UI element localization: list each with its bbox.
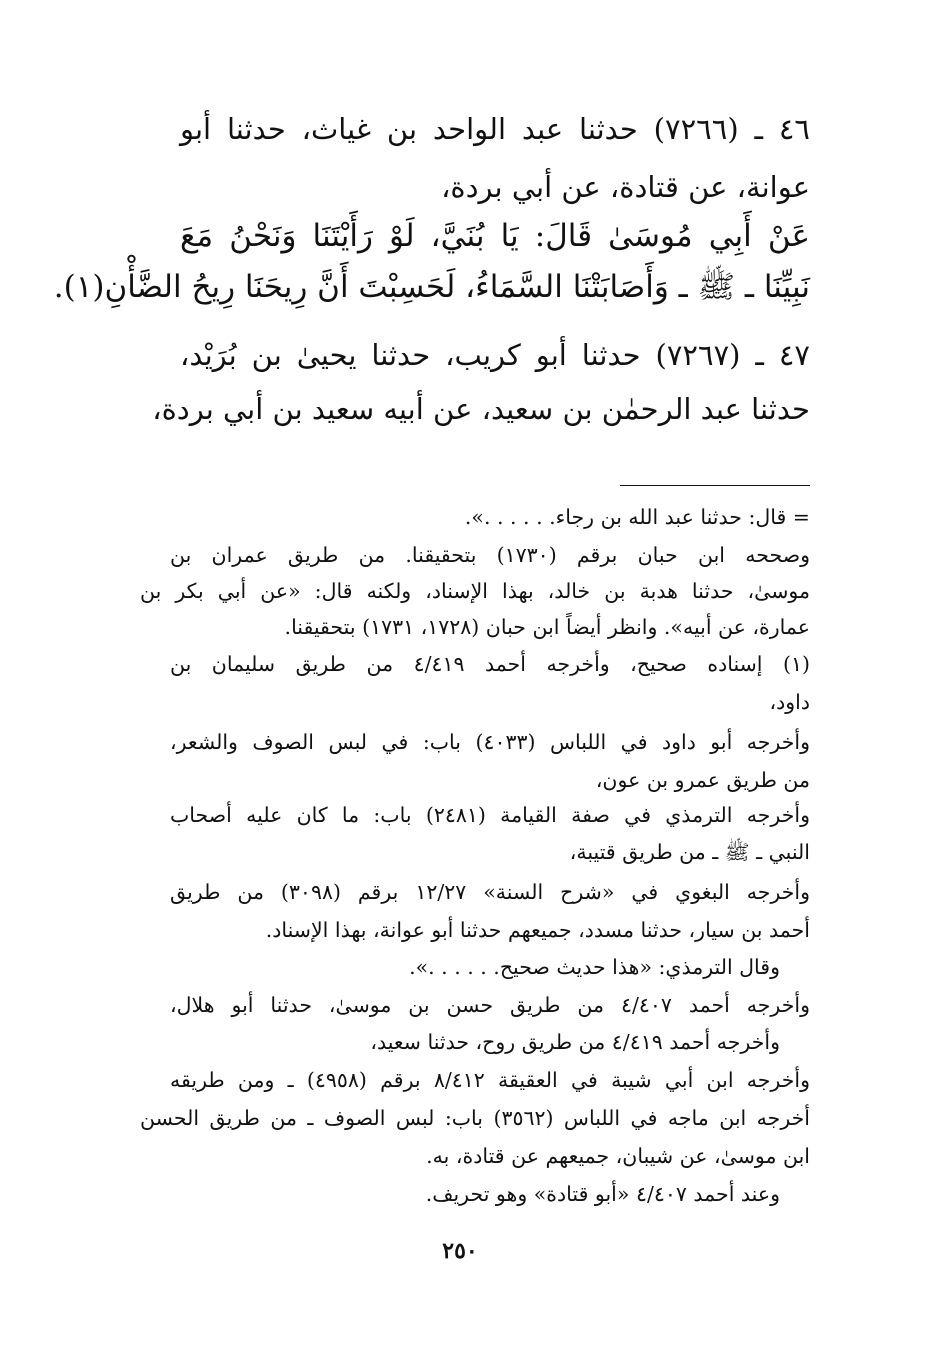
footnote-line: من طريق عمرو بن عون، — [595, 768, 810, 792]
footnote-line: أخرجه ابن ماجه في اللباس (٣٥٦٢) باب: لبس الصوف ـ من طريق الحسن — [140, 1106, 810, 1130]
footnote-line: ابن موسىٰ، عن شيبان، جميعهم عن قتادة، به. — [426, 1144, 810, 1168]
footnote-separator — [620, 485, 810, 486]
hadith-46-matn-line-2: نَبِيِّنَا ـ ﷺ ـ وَأَصَابَتْنَا السَّمَاءُ، لَحَسِبْتَ أَنَّ رِيحَنَا رِيحُ الضَّأْنِ(١). — [53, 269, 810, 305]
footnote-line: وأخرجه ابن أبي شيبة في العقيقة ٨/٤١٢ برقم (٤٩٥٨) ـ ومن طريقه — [170, 1068, 811, 1092]
hadith-46-isnad-line-1: ٤٦ ـ (٧٢٦٦) حدثنا عبد الواحد بن غياث، حدثنا أبو — [180, 112, 811, 146]
footnote-line: وأخرجه أبو داود في اللباس (٤٠٣٣) باب: في لبس الصوف والشعر، — [170, 730, 810, 754]
footnote-line: وأخرجه الترمذي في صفة القيامة (٢٤٨١) باب: ما كان عليه أصحاب — [170, 803, 810, 827]
footnote-line: وأخرجه أحمد ٤/٤١٩ من طريق روح، حدثنا سعيد، — [370, 1030, 780, 1054]
page-number: ٢٥٠ — [442, 1238, 478, 1264]
footnote-line: = قال: حدثنا عبد الله بن رجاء. . . . . .». — [464, 505, 810, 529]
footnote-line: موسىٰ، حدثنا هدبة بن خالد، بهذا الإسناد، ولكنه قال: «عن أبي بكر بن — [140, 579, 810, 603]
footnote-line: داود، — [769, 690, 810, 714]
footnote-line: وصححه ابن حبان برقم (١٧٣٠) بتحقيقنا. من طريق عمران بن — [170, 543, 810, 567]
footnote-line: وأخرجه البغوي في «شرح السنة» ١٢/٢٧ برقم (٣٠٩٨) من طريق — [170, 880, 811, 904]
hadith-46-isnad-line-2: عوانة، عن قتادة، عن أبي بردة، — [441, 170, 810, 204]
footnote-line: وأخرجه أحمد ٤/٤٠٧ من طريق حسن بن موسىٰ، حدثنا أبو هلال، — [170, 993, 810, 1017]
footnote-line: النبي ـ ﷺ ـ من طريق قتيبة، — [569, 840, 810, 864]
hadith-46-matn-line-1: عَنْ أَبِي مُوسَىٰ قَالَ: يَا بُنَيَّ، لَوْ رَأَيْتَنَا وَنَحْنُ مَعَ — [180, 218, 810, 254]
hadith-47-isnad-line-1: ٤٧ ـ (٧٢٦٧) حدثنا أبو كريب، حدثنا يحيىٰ بن بُرَيْد، — [180, 338, 810, 372]
footnote-line: (١) إسناده صحيح، وأخرجه أحمد ٤/٤١٩ من طريق سليمان بن — [170, 652, 810, 676]
footnote-line: أحمد بن سيار، حدثنا مسدد، جميعهم حدثنا أبو عوانة، بهذا الإسناد. — [265, 918, 810, 942]
footnote-line: عمارة، عن أبيه». وانظر أيضاً ابن حبان (١٧٢٨، ١٧٣١) بتحقيقنا. — [284, 615, 810, 639]
footnote-line: وعند أحمد ٤/٤٠٧ «أبو قتادة» وهو تحريف. — [425, 1182, 780, 1206]
footnote-line: وقال الترمذي: «هذا حديث صحيح. . . . . .». — [409, 955, 780, 979]
hadith-47-isnad-line-2: حدثنا عبد الرحمٰن بن سعيد، عن أبيه سعيد بن أبي بردة، — [152, 392, 810, 426]
